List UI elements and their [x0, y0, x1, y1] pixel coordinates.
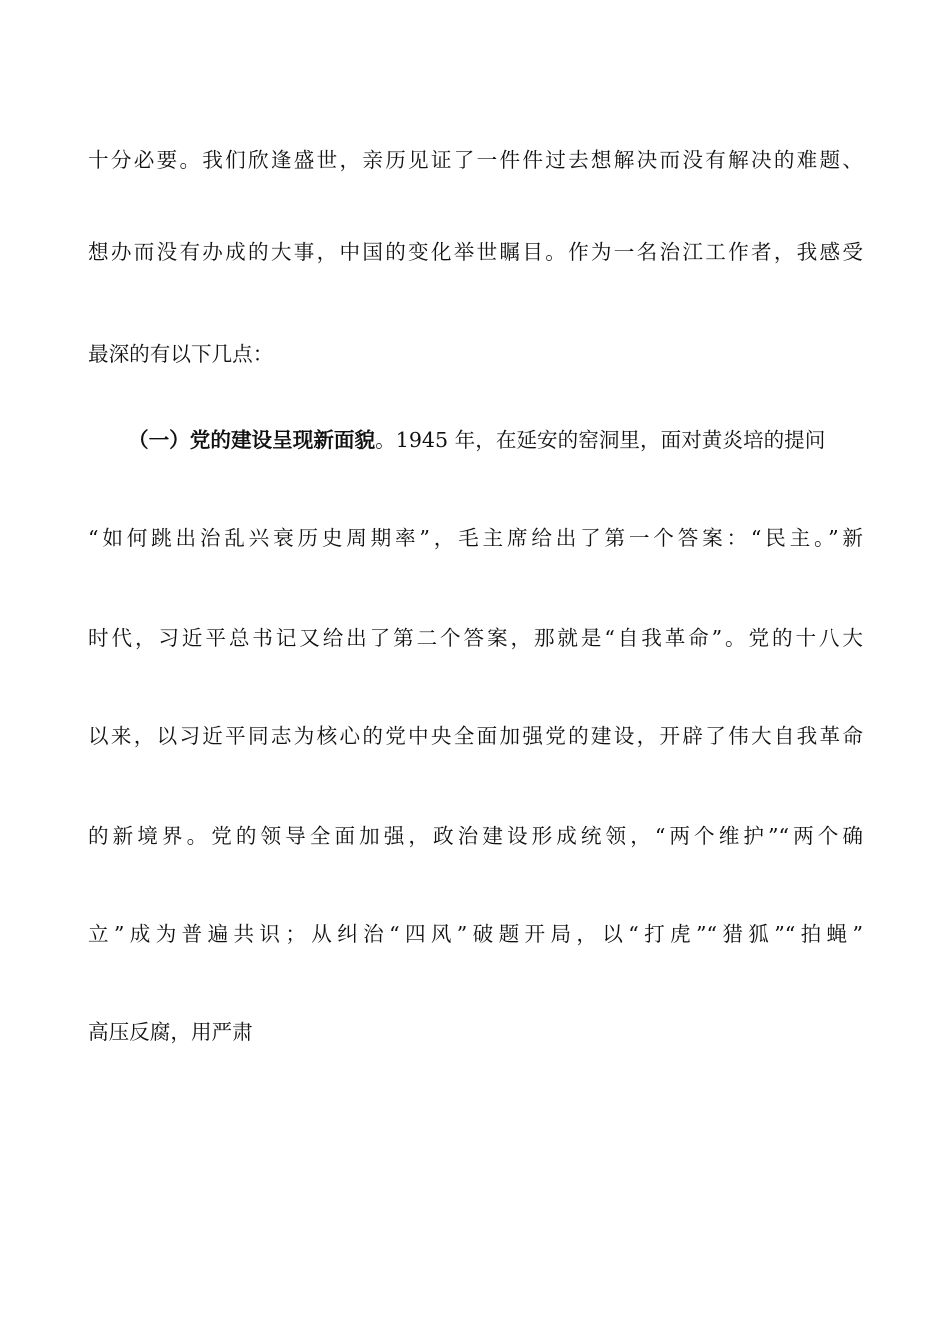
paragraph-line-3: 最深的有以下几点：	[88, 342, 274, 366]
section-heading: （一）党的建设呈现新面貌	[128, 428, 376, 452]
section-line-6: 立”成为普遍共识；从纠治“四风”破题开局，以“打虎”“猎狐”“拍蝇”	[88, 922, 863, 946]
section-line-4: 以来，以习近平同志为核心的党中央全面加强党的建设，开辟了伟大自我革命	[88, 724, 863, 748]
section-first-line	[128, 426, 863, 454]
section-line-2: “如何跳出治乱兴衰历史周期率”，毛主席给出了第一个答案：“民主。”新	[88, 526, 863, 550]
section-line-7: 高压反腐，用严肃	[88, 1020, 253, 1044]
paragraph-line-2: 想办而没有办成的大事，中国的变化举世瞩目。作为一名治江工作者，我感受	[88, 240, 863, 264]
section-line-3: 时代，习近平总书记又给出了第二个答案，那就是“自我革命”。党的十八大	[88, 626, 863, 650]
section-first-line-text: 。1945 年，在延安的窑洞里，面对黄炎培的提问	[375, 428, 826, 452]
section-line-5: 的新境界。党的领导全面加强，政治建设形成统领，“两个维护”“两个确	[88, 824, 863, 848]
paragraph-line-1: 十分必要。我们欣逢盛世，亲历见证了一件件过去想解决而没有解决的难题、	[88, 148, 863, 172]
